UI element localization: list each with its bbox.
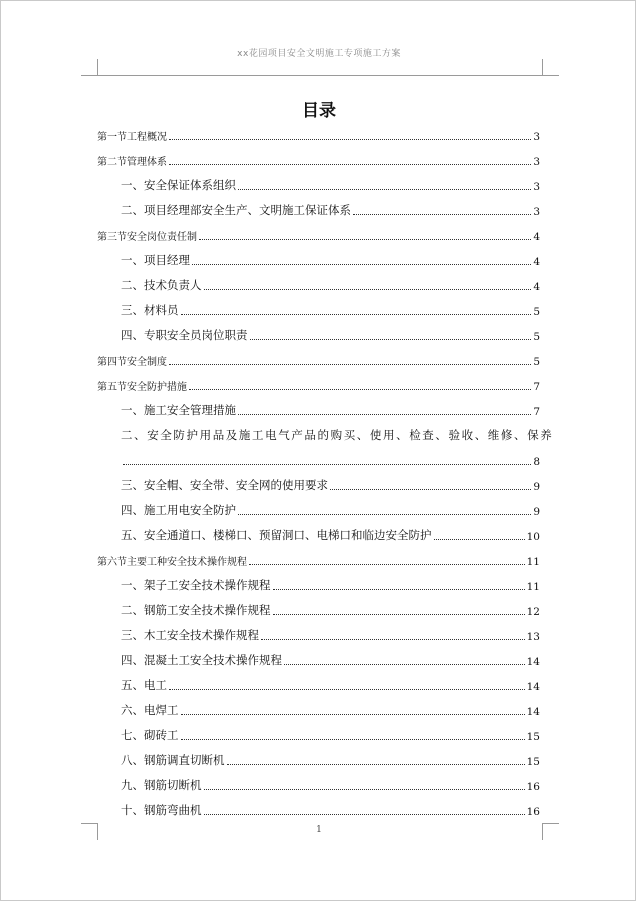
- toc-subsection-entry[interactable]: [121, 579, 540, 593]
- dot-leader: [227, 764, 525, 765]
- toc-entry-label: 三、材料员: [121, 303, 179, 317]
- dot-leader: [204, 814, 525, 815]
- toc-entry-label: 二、钢筋工安全技术操作规程: [121, 603, 271, 617]
- toc-subsection-entry[interactable]: [121, 679, 540, 693]
- dot-leader: [273, 589, 525, 590]
- toc-subsection-entry[interactable]: [121, 304, 540, 318]
- dot-leader: [123, 464, 531, 465]
- toc-entry-page-number: 3: [533, 206, 540, 218]
- toc-entry-label: 八、钢筋调直切断机: [121, 753, 225, 767]
- dot-leader: [192, 264, 531, 265]
- dot-leader: [199, 239, 531, 240]
- toc-entry-page-number: 10: [526, 531, 540, 543]
- toc-entry-label: 第四节安全制度: [97, 357, 167, 368]
- toc-entry-label: 一、施工安全管理措施: [121, 403, 236, 417]
- toc-subsection-entry[interactable]: [121, 704, 540, 718]
- toc-section-entry[interactable]: [97, 554, 540, 568]
- toc-entry-page-number: 15: [526, 756, 540, 768]
- toc-subsection-entry[interactable]: [121, 529, 540, 543]
- dot-leader: [204, 289, 532, 290]
- toc-entry-label: 二、安全防护用品及施工电气产品的购买、使用、检查、验收、维修、保养: [121, 428, 554, 442]
- toc-entry-page-number: 9: [533, 506, 540, 518]
- dot-leader: [250, 339, 532, 340]
- toc-entry-page-number: 5: [533, 331, 540, 343]
- dot-leader: [169, 364, 531, 365]
- toc-entry-label: 二、技术负责人: [121, 278, 202, 292]
- toc-entry-label: 七、砌砖工: [121, 728, 179, 742]
- dot-leader: [238, 189, 531, 190]
- crop-mark-top-left: [81, 59, 98, 76]
- toc-entry-page-number: 3: [533, 156, 540, 168]
- toc-entry-page-number: 4: [533, 256, 540, 268]
- toc-section-entry[interactable]: [97, 129, 540, 143]
- toc-entry-label: 五、安全通道口、楼梯口、预留洞口、电梯口和临边安全防护: [121, 528, 432, 542]
- dot-leader: [330, 489, 531, 490]
- toc-entry-label: 第二节管理体系: [97, 157, 167, 168]
- toc-entry-label: 三、安全帽、安全带、安全网的使用要求: [121, 478, 328, 492]
- toc-section-entry[interactable]: [97, 354, 540, 368]
- toc-subsection-entry[interactable]: [121, 604, 540, 618]
- toc-entry-label: 九、钢筋切断机: [121, 778, 202, 792]
- dot-leader: [169, 164, 531, 165]
- toc-entry-label: 十、钢筋弯曲机: [121, 803, 202, 817]
- running-header: xx花园项目安全文明施工专项施工方案: [237, 49, 401, 59]
- toc-subsection-entry[interactable]: [121, 254, 540, 268]
- toc-entry-page-number: 11: [526, 581, 540, 593]
- toc-subsection-entry[interactable]: [121, 754, 540, 768]
- dot-leader: [169, 139, 531, 140]
- crop-mark-top-right: [542, 59, 559, 76]
- toc-entry-page-number: 5: [533, 356, 540, 368]
- toc-entry-page-number: 8: [533, 456, 540, 468]
- toc-entry-label: 六、电焊工: [121, 703, 179, 717]
- toc-section-entry[interactable]: [97, 379, 540, 393]
- toc-entry-label: 第六节主要工种安全技术操作规程: [97, 557, 247, 568]
- dot-leader: [181, 314, 532, 315]
- toc-section-entry[interactable]: [97, 229, 540, 243]
- toc-subsection-entry[interactable]: [121, 729, 540, 743]
- toc-entry-page-number: 12: [526, 606, 540, 618]
- toc-title: 目录: [302, 101, 336, 121]
- toc-entry-continuation[interactable]: [121, 454, 540, 468]
- dot-leader: [189, 389, 531, 390]
- toc-subsection-entry[interactable]: [121, 504, 540, 518]
- toc-subsection-entry[interactable]: [121, 179, 540, 193]
- dot-leader: [261, 639, 525, 640]
- toc-entry-page-number: 13: [526, 631, 540, 643]
- toc-entry-label: 一、架子工安全技术操作规程: [121, 578, 271, 592]
- toc-entry-page-number: 4: [533, 281, 540, 293]
- toc-subsection-entry[interactable]: [121, 804, 540, 818]
- toc-entry-label: 二、项目经理部安全生产、文明施工保证体系: [121, 203, 351, 217]
- toc-entry-page-number: 4: [533, 231, 540, 243]
- toc-entry-page-number: 9: [533, 481, 540, 493]
- toc-subsection-entry[interactable]: [121, 279, 540, 293]
- toc-entry-label: 五、电工: [121, 678, 167, 692]
- toc-entry-label: 一、项目经理: [121, 253, 190, 267]
- toc-entry-page-number: 7: [533, 381, 540, 393]
- toc-entry[interactable]: [121, 428, 554, 443]
- toc-entry-label: 三、木工安全技术操作规程: [121, 628, 259, 642]
- toc-subsection-entry[interactable]: [121, 629, 540, 643]
- dot-leader: [181, 739, 525, 740]
- toc-subsection-entry[interactable]: [121, 329, 540, 343]
- page-number: 1: [316, 825, 322, 835]
- toc-entry-page-number: 11: [526, 556, 540, 568]
- toc-entry-page-number: 14: [526, 681, 540, 693]
- toc-entry-label: 四、专职安全员岗位职责: [121, 328, 248, 342]
- header-rule: [97, 75, 542, 76]
- toc-entry-label: 第五节安全防护措施: [97, 382, 187, 393]
- dot-leader: [353, 214, 531, 215]
- toc-entry-page-number: 5: [533, 306, 540, 318]
- toc-entry-label: 一、安全保证体系组织: [121, 178, 236, 192]
- toc-subsection-entry[interactable]: [121, 204, 540, 218]
- dot-leader: [434, 539, 525, 540]
- toc-entry-page-number: 14: [526, 706, 540, 718]
- dot-leader: [284, 664, 525, 665]
- toc-entry-label: 四、混凝土工安全技术操作规程: [121, 653, 282, 667]
- toc-entry-page-number: 14: [526, 656, 540, 668]
- toc-entry-page-number: 16: [526, 781, 540, 793]
- toc-entry-page-number: 3: [533, 131, 540, 143]
- dot-leader: [238, 414, 531, 415]
- toc-section-entry[interactable]: [97, 154, 540, 168]
- toc-entry-page-number: 7: [533, 406, 540, 418]
- toc-subsection-entry[interactable]: [121, 479, 540, 493]
- toc-entry-page-number: 15: [526, 731, 540, 743]
- dot-leader: [238, 514, 531, 515]
- toc-entry-page-number: 3: [533, 181, 540, 193]
- dot-leader: [249, 564, 525, 565]
- toc-subsection-entry[interactable]: [121, 654, 540, 668]
- dot-leader: [204, 789, 525, 790]
- dot-leader: [169, 689, 525, 690]
- toc-entry-label: 第三节安全岗位责任制: [97, 232, 197, 243]
- toc-entry-page-number: 16: [526, 806, 540, 818]
- toc-entry-label: 四、施工用电安全防护: [121, 503, 236, 517]
- toc-subsection-entry[interactable]: [121, 779, 540, 793]
- dot-leader: [273, 614, 525, 615]
- toc-entry-label: 第一节工程概况: [97, 132, 167, 143]
- toc-subsection-entry[interactable]: [121, 404, 540, 418]
- dot-leader: [181, 714, 525, 715]
